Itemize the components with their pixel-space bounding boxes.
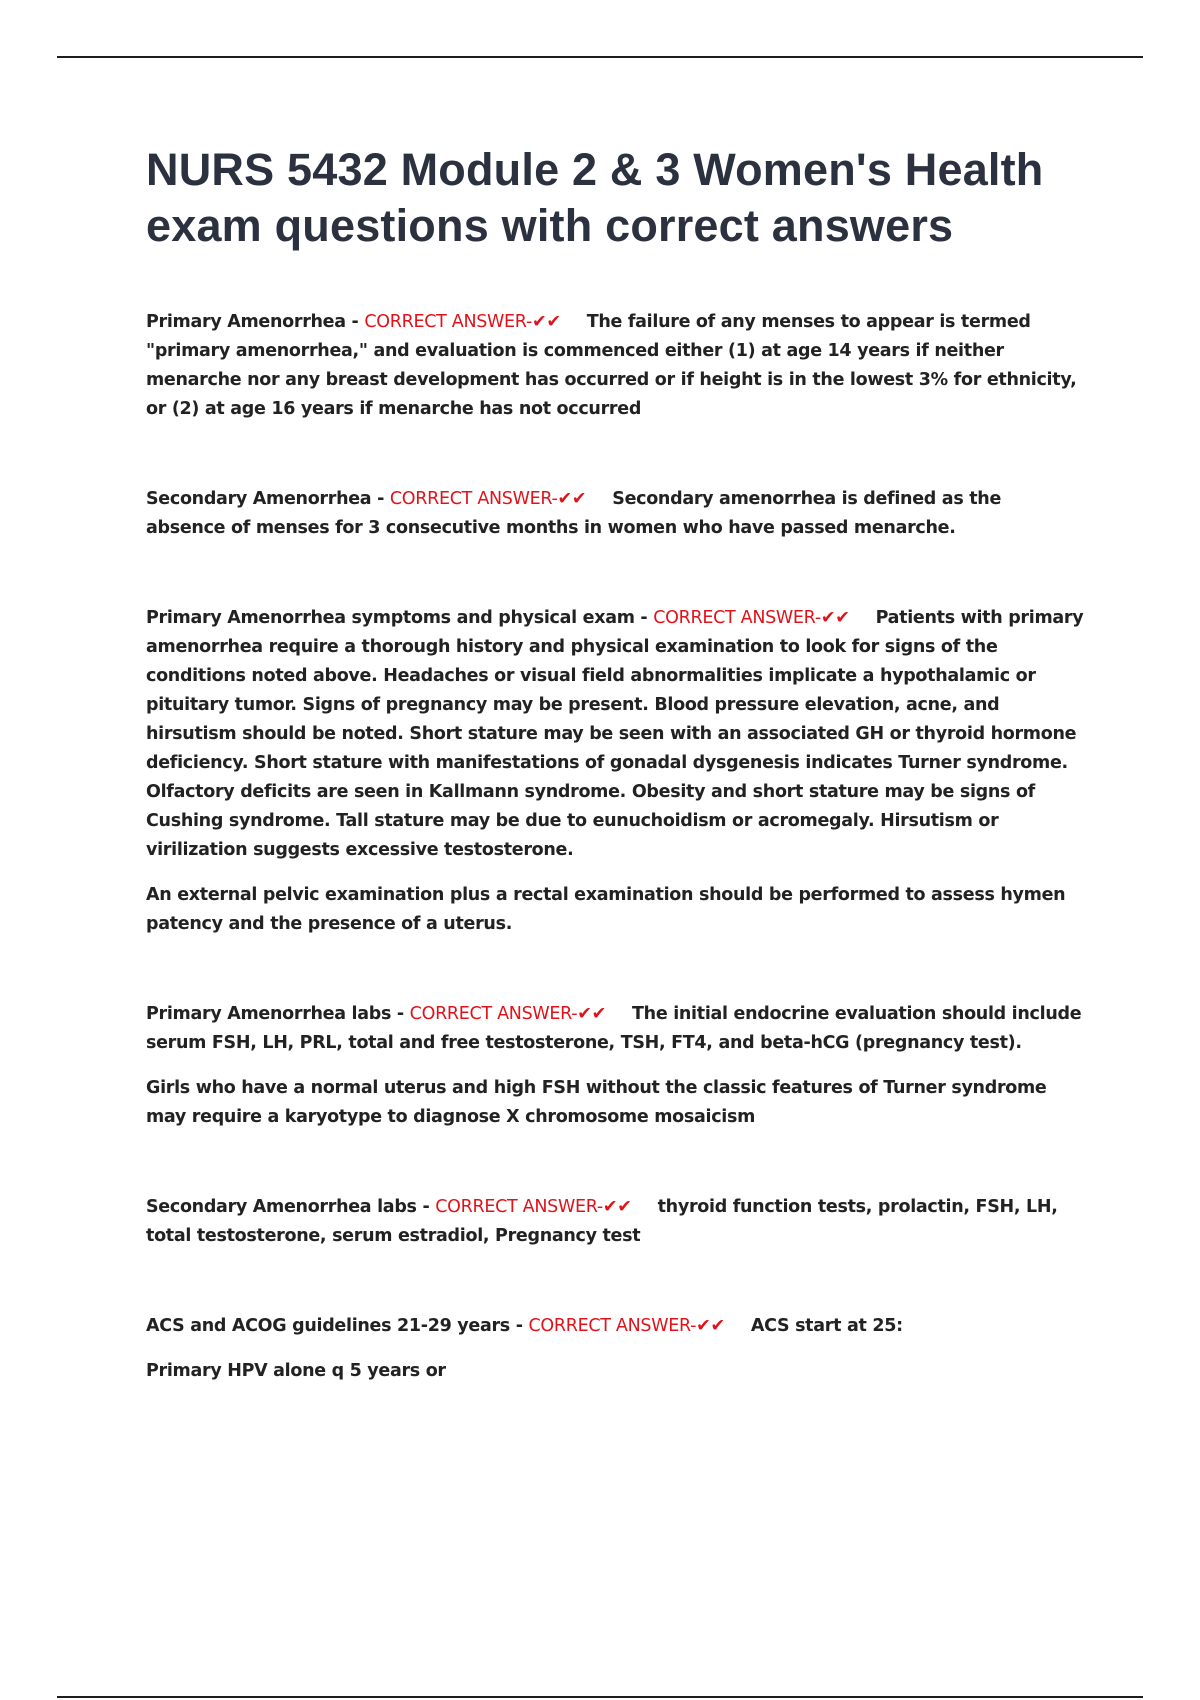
qa-paragraph: Primary Amenorrhea - CORRECT ANSWER-✔✔ The failure of any menses to appear is termed "primary amenorrhea," and evaluation is commenced either (1) at age 14 years if neither menarche nor any breast development has occurred or if height is in the lowest 3% for ethnicity, or (2) at age 16 years if menarche has not occurred xyxy=(146,312,1077,419)
qa-answer-text: Patients with primary amenorrhea require a thorough history and physical examination to look for signs of the conditions noted above. Headaches or visual field abnormalities implicate a hypothalamic or pituitary tumor. Signs of pregnancy may be present. Blood pressure elevation, acne, and hirsutism should be noted. Short stature may be seen with an associated GH or thyroid hormone deficiency. Short stature with manifestations of gonadal dysgenesis indicates Turner syndrome. Olfactory deficits are seen in Kallmann syndrome. Obesity and short stature may be signs of Cushing syndrome. Tall stature may be due to eunuchoidism or acromegaly. Hirsutism or virilization suggests excessive testosterone. xyxy=(146,608,1084,860)
qa-paragraph: Girls who have a normal uterus and high FSH without the classic features of Turner syndrome may require a karyotype to diagnose X chromosome mosaicism xyxy=(146,1078,1047,1127)
qa-paragraph: Secondary Amenorrhea - CORRECT ANSWER-✔✔ Secondary amenorrhea is defined as the absence of menses for 3 consecutive months in women who have passed menarche. xyxy=(146,489,1002,538)
qa-answer-text: Secondary amenorrhea is defined as the absence of menses for 3 consecutive months in women who have passed menarche. xyxy=(146,489,1002,538)
qa-term: Primary Amenorrhea symptoms and physical exam xyxy=(146,608,635,628)
correct-answer-tag: CORRECT ANSWER-✔✔ xyxy=(389,489,587,509)
correct-answer-tag: CORRECT ANSWER-✔✔ xyxy=(364,312,561,332)
correct-answer-tag: CORRECT ANSWER-✔✔ xyxy=(409,1004,607,1024)
qa-term: Secondary Amenorrhea labs xyxy=(146,1197,417,1217)
qa-paragraph: Primary HPV alone q 5 years or xyxy=(146,1361,446,1381)
qa-term: Primary Amenorrhea xyxy=(146,312,346,332)
qa-item xyxy=(146,1193,1086,1251)
document-body xyxy=(146,142,1086,1386)
qa-term: Primary Amenorrhea labs xyxy=(146,1004,392,1024)
qa-paragraph: Primary Amenorrhea symptoms and physical exam - CORRECT ANSWER-✔✔ Patients with primary amenorrhea require a thorough history and physical examination to look for signs of the conditions noted above. Headaches or visual field abnormalities implicate a hypothalamic or pituitary tumor. Signs of pregnancy may be present. Blood pressure elevation, acne, and hirsutism should be noted. Short stature may be seen with an associated GH or thyroid hormone deficiency. Short stature with manifestations of gonadal dysgenesis indicates Turner syndrome. Olfactory deficits are seen in Kallmann syndrome. Obesity and short stature may be signs of Cushing syndrome. Tall stature may be due to eunuchoidism or acromegaly. Hirsutism or virilization suggests excessive testosterone. xyxy=(146,608,1084,860)
qa-paragraph: Secondary Amenorrhea labs - CORRECT ANSWER-✔✔ thyroid function tests, prolactin, FSH, LH, total testosterone, serum estradiol, Pregnancy test xyxy=(146,1197,1058,1246)
qa-answer-text: The initial endocrine evaluation should include serum FSH, LH, PRL, total and free testosterone, TSH, FT4, and beta-hCG (pregnancy test). xyxy=(146,1004,1082,1053)
qa-answer-text: The failure of any menses to appear is termed "primary amenorrhea," and evaluation is commenced either (1) at age 14 years if neither menarche nor any breast development has occurred or if height is in the lowest 3% for ethnicity, or (2) at age 16 years if menarche has not occurred xyxy=(146,312,1077,419)
qa-term: Secondary Amenorrhea xyxy=(146,489,372,509)
qa-item xyxy=(146,308,1086,424)
correct-answer-tag: CORRECT ANSWER-✔✔ xyxy=(528,1316,725,1336)
qa-answer-text: thyroid function tests, prolactin, FSH, LH, total testosterone, serum estradiol, Pregnancy test xyxy=(146,1197,1058,1246)
qa-paragraph: Primary Amenorrhea labs - CORRECT ANSWER-✔✔ The initial endocrine evaluation should include serum FSH, LH, PRL, total and free testosterone, TSH, FT4, and beta-hCG (pregnancy test). xyxy=(146,1004,1082,1053)
qa-paragraph: ACS and ACOG guidelines 21-29 years - CORRECT ANSWER-✔✔ ACS start at 25: xyxy=(146,1316,903,1336)
qa-term: ACS and ACOG guidelines 21-29 years xyxy=(146,1316,510,1336)
qa-item xyxy=(146,485,1086,543)
correct-answer-tag: CORRECT ANSWER-✔✔ xyxy=(435,1197,632,1217)
qa-item xyxy=(146,1000,1086,1132)
header-rule xyxy=(57,56,1143,58)
qa-answer-text: ACS start at 25: xyxy=(750,1316,903,1336)
qa-item xyxy=(146,604,1086,939)
document-title: NURS 5432 Module 2 & 3 Women's Health exam questions with correct answers xyxy=(146,144,1044,251)
footer-rule xyxy=(57,1696,1143,1698)
qa-paragraph: An external pelvic examination plus a rectal examination should be performed to assess hymen patency and the presence of a uterus. xyxy=(146,885,1066,934)
correct-answer-tag: CORRECT ANSWER-✔✔ xyxy=(653,608,850,628)
qa-item xyxy=(146,1312,1086,1386)
